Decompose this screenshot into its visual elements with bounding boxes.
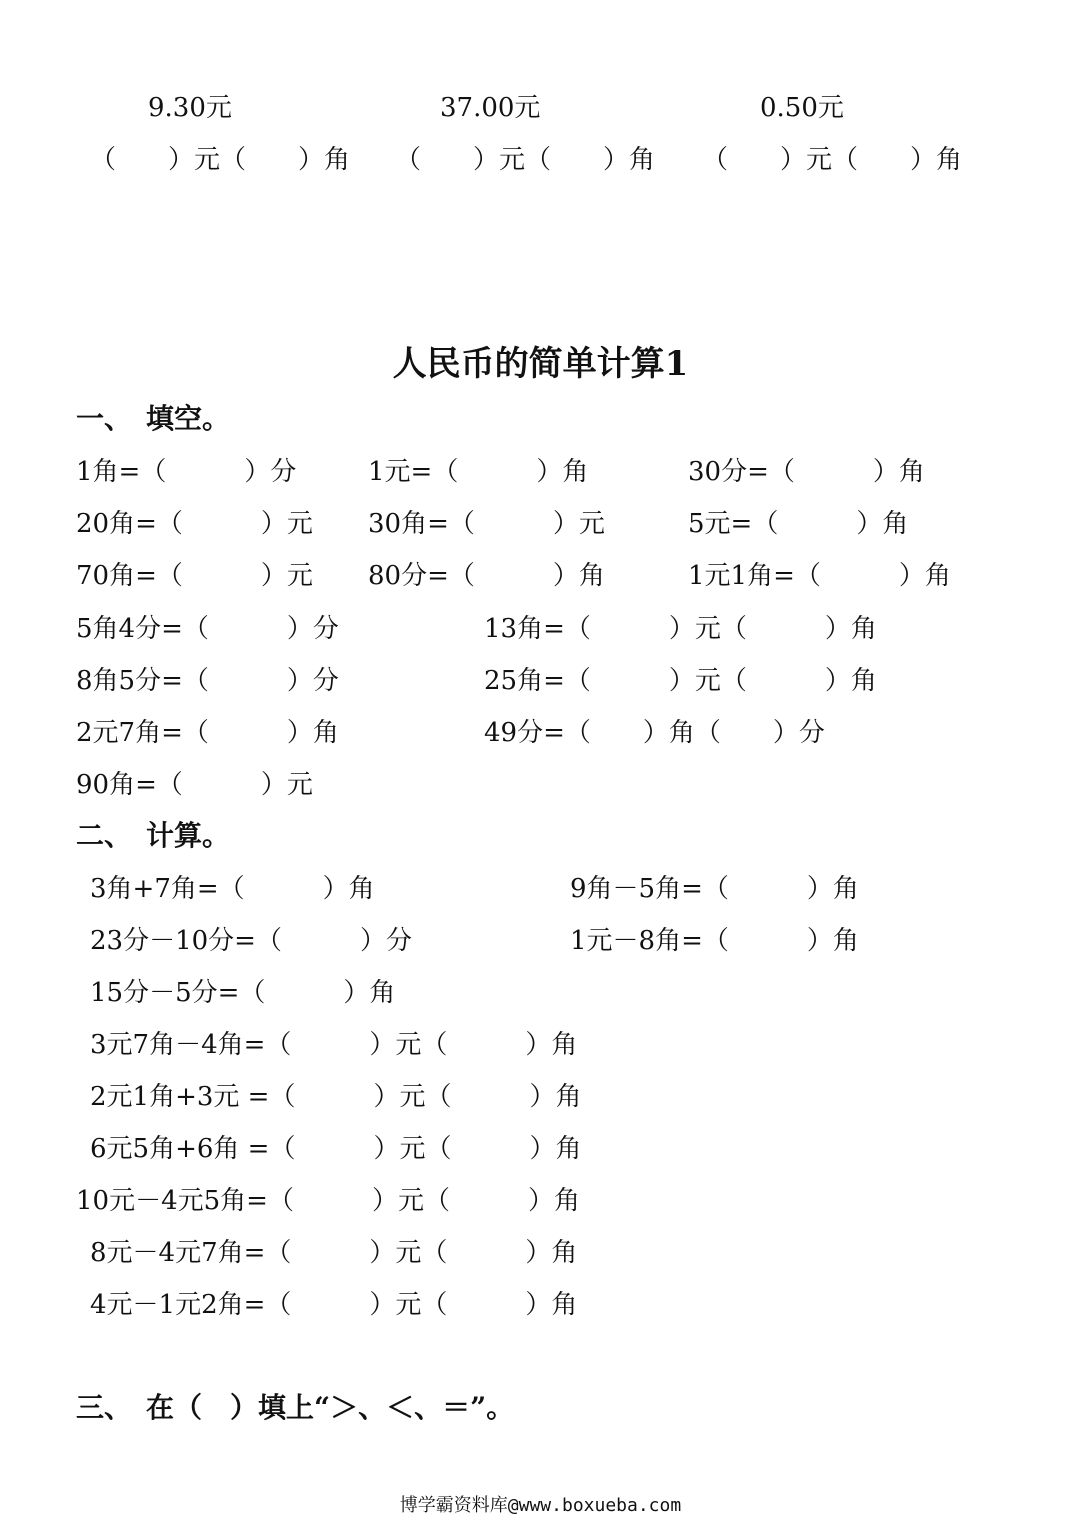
amount-3: 0.50元 — [760, 93, 844, 123]
exercise-item: 6元5角+6角 =（ ）元（ ）角 — [90, 1134, 582, 1164]
exercise-item: 90角=（ ）元 — [76, 770, 313, 800]
exercise-item: 10元－4元5角=（ ）元（ ）角 — [76, 1186, 580, 1216]
page-title: 人民币的简单计算1 — [392, 344, 689, 384]
exercise-item: 25角=（ ）元（ ）角 — [484, 666, 877, 696]
amount-1: 9.30元 — [148, 93, 232, 123]
exercise-item: 70角=（ ）元 — [76, 561, 313, 591]
exercise-item: 8元－4元7角=（ ）元（ ）角 — [90, 1238, 578, 1268]
section-2-heading: 二、 计算。 — [76, 819, 231, 852]
exercise-item: 3角+7角=（ ）角 — [90, 874, 375, 904]
exercise-item: 80分=（ ）角 — [368, 561, 605, 591]
section-3-heading: 三、 在（ ）填上“＞、＜、＝”。 — [76, 1391, 515, 1424]
exercise-item: 49分=（ ）角（ ）分 — [484, 718, 825, 748]
exercise-item: 4元－1元2角=（ ）元（ ）角 — [90, 1290, 578, 1320]
exercise-item: 2元7角=（ ）角 — [76, 718, 339, 748]
amount-blank-3: （ ）元（ ）角 — [702, 145, 963, 175]
amount-blank-2: （ ）元（ ）角 — [395, 145, 656, 175]
exercise-item: 13角=（ ）元（ ）角 — [484, 614, 877, 644]
exercise-item: 1元=（ ）角 — [368, 457, 589, 487]
amount-blank-1: （ ）元（ ）角 — [90, 145, 351, 175]
exercise-item: 20角=（ ）元 — [76, 509, 313, 539]
exercise-item: 1角=（ ）分 — [76, 457, 297, 487]
exercise-item: 8角5分=（ ）分 — [76, 666, 339, 696]
exercise-item: 2元1角+3元 =（ ）元（ ）角 — [90, 1082, 582, 1112]
exercise-item: 15分－5分=（ ）角 — [90, 978, 396, 1008]
exercise-item: 1元1角=（ ）角 — [688, 561, 951, 591]
section-1-heading: 一、 填空。 — [76, 402, 231, 435]
exercise-item: 5角4分=（ ）分 — [76, 614, 339, 644]
exercise-item: 3元7角－4角=（ ）元（ ）角 — [90, 1030, 578, 1060]
footer-watermark: 博学霸资料库@www.boxueba.com — [399, 1495, 682, 1516]
exercise-item: 30角=（ ）元 — [368, 509, 605, 539]
exercise-item: 9角－5角=（ ）角 — [570, 874, 859, 904]
exercise-item: 1元－8角=（ ）角 — [570, 926, 859, 956]
exercise-item: 23分－10分=（ ）分 — [90, 926, 412, 956]
exercise-item: 5元=（ ）角 — [688, 509, 909, 539]
exercise-item: 30分=（ ）角 — [688, 457, 925, 487]
amount-2: 37.00元 — [440, 93, 541, 123]
